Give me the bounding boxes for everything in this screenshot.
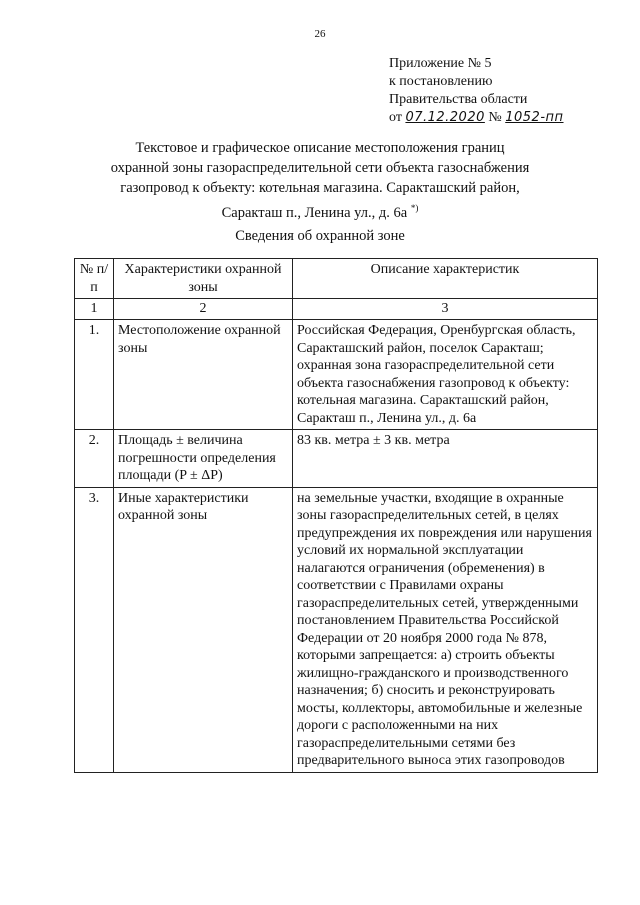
row-characteristic: Иные характеристики охранной зоны xyxy=(114,487,293,772)
handwritten-date: 07.12.2020 xyxy=(405,110,485,125)
row-num: 1. xyxy=(75,320,114,430)
document-title xyxy=(60,138,580,223)
title-line-4 xyxy=(60,198,580,223)
appendix-line-1: Приложение № 5 xyxy=(389,56,492,71)
title-line-1: Текстовое и графическое описание местоположения границ xyxy=(135,140,505,156)
row-characteristic: Площадь ± величина погрешности определения площади (P ± ΔP) xyxy=(114,430,293,488)
row-description: 83 кв. метра ± 3 кв. метра xyxy=(293,430,598,488)
table-row xyxy=(75,487,598,772)
section-subtitle: Сведения об охранной зоне xyxy=(235,228,405,244)
row-description: Российская Федерация, Оренбургская область, Саракташский район, поселок Саракташ; охранная зона газораспределительной сети объекта газоснабжения газопровод к объекту: котельная магазина. Саракташский район, Саракташ п., Ленина ул., д. 6а xyxy=(293,320,598,430)
column-number: 1 xyxy=(75,299,114,320)
zone-info-table xyxy=(74,258,598,773)
column-number-row xyxy=(75,299,598,320)
table-row xyxy=(75,430,598,488)
header-num: № п/п xyxy=(75,259,114,299)
appendix-line-2: к постановлению xyxy=(389,74,493,89)
column-number: 2 xyxy=(114,299,293,320)
number-prefix: № xyxy=(488,110,502,125)
title-line-3: газопровод к объекту: котельная магазина. Саракташский район, xyxy=(120,180,520,196)
page-number: 26 xyxy=(314,28,326,40)
row-num: 3. xyxy=(75,487,114,772)
date-prefix: от xyxy=(389,110,402,125)
header-description: Описание характеристик xyxy=(293,259,598,299)
row-characteristic: Местоположение охранной зоны xyxy=(114,320,293,430)
title-line-4-text: Саракташ п., Ленина ул., д. 6а xyxy=(221,204,408,221)
table-row xyxy=(75,320,598,430)
row-num: 2. xyxy=(75,430,114,488)
appendix-header xyxy=(389,55,564,127)
table-header-row xyxy=(75,259,598,299)
appendix-date-line xyxy=(389,109,564,127)
column-number: 3 xyxy=(293,299,598,320)
footnote-mark: *) xyxy=(410,203,419,213)
row-description: на земельные участки, входящие в охранные зоны газораспределительных сетей, в целях предупреждения их повреждения или нарушения условий их нормальной эксплуатации налагаются ограничения (обременения) в соответствии с Правилами охраны газораспределительных сетей, утвержденными постановлением Правительства Российской Федерации от 20 ноября 2000 года № 878, которыми запрещается: а) строить объекты жилищно-гражданского и производственного назначения; б) сносить и реконструировать мосты, коллекторы, автомобильные и железные дороги с расположенными на них газораспределительными сетями без предварительного выноса этих газопроводов xyxy=(293,487,598,772)
title-line-2: охранной зоны газораспределительной сети объекта газоснабжения xyxy=(110,160,530,176)
appendix-line-3: Правительства области xyxy=(389,92,528,107)
header-characteristic: Характеристики охранной зоны xyxy=(114,259,293,299)
handwritten-number: 1052-пп xyxy=(505,110,564,125)
